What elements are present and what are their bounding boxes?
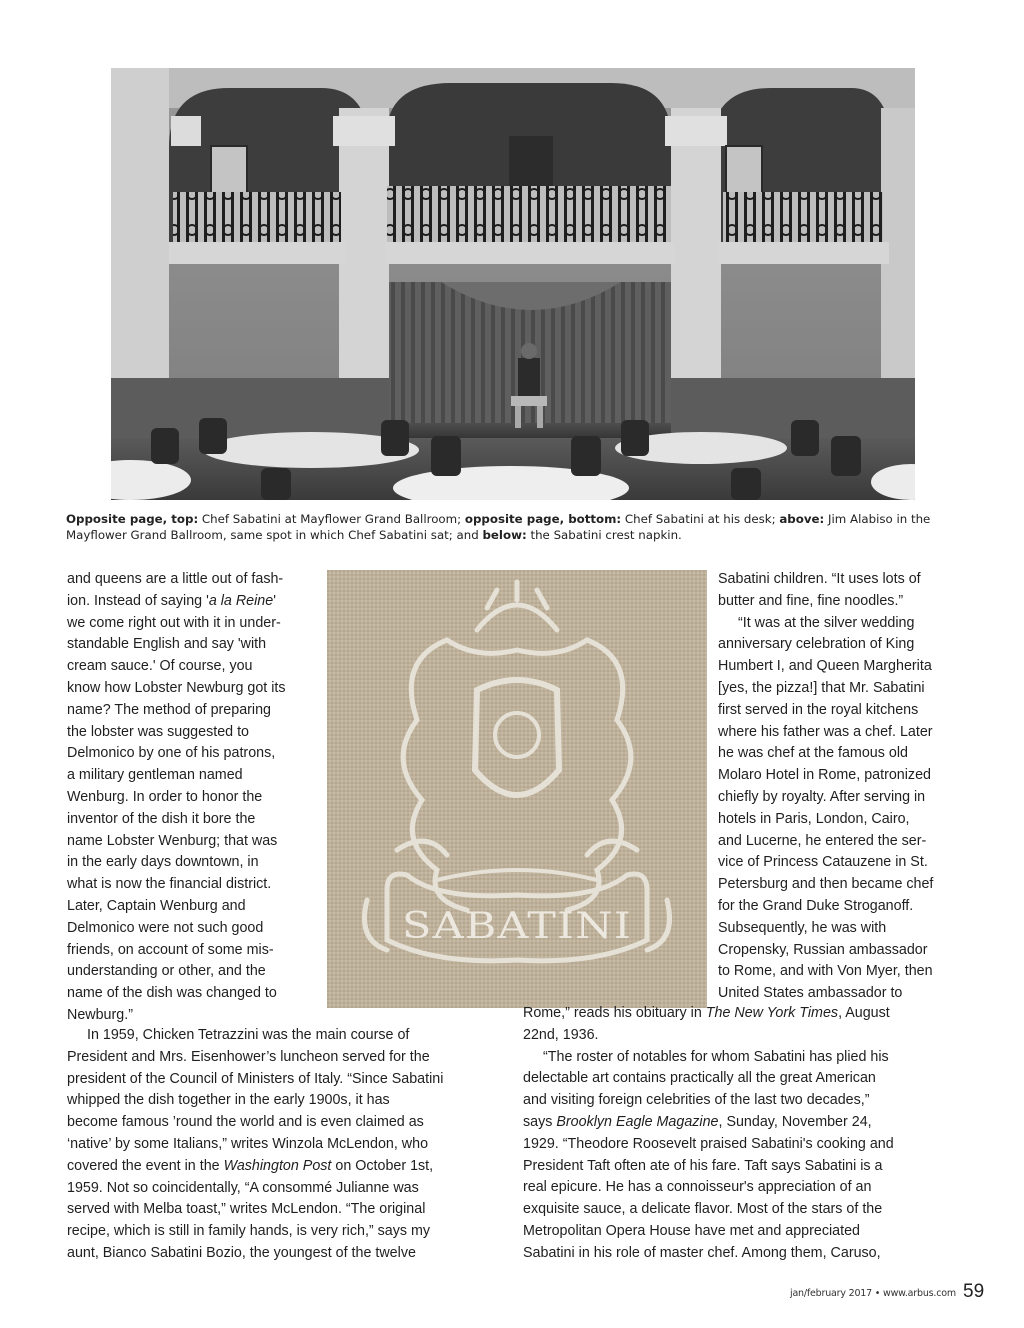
text-line: name Lobster Wenburg; that was	[67, 832, 278, 849]
text-line: in the early days downtown, in	[67, 854, 259, 871]
text-line: 1959. Not so coincidentally, “A consommé Julianne was	[67, 1179, 419, 1196]
text-line: whipped the dish together in the early 1900s, it has	[67, 1092, 390, 1109]
text-line: for the Grand Duke Stroganoff.	[718, 897, 914, 914]
text-line: name? The method of preparing	[67, 701, 271, 718]
crest-text: SABATINI	[402, 906, 632, 947]
text-line: anniversary celebration of King	[718, 636, 915, 653]
text-line: we come right out with it in under-	[67, 614, 281, 631]
text-line: and visiting foreign celebrities of the last two decades,”	[523, 1092, 870, 1109]
photo-caption	[66, 512, 946, 543]
text-line: Sabatini children. “It uses lots of	[718, 571, 921, 587]
page-footer	[790, 1281, 990, 1305]
text-line: inventor of the dish it bore the	[67, 810, 256, 827]
page-number: 59	[963, 1281, 985, 1302]
text-line: Rome,” reads his obituary in The New York Times, August	[523, 1005, 890, 1021]
caption-label: Opposite page, top:	[66, 512, 199, 526]
text-line: the lobster was suggested to	[67, 723, 249, 740]
text-line: “The roster of notables for whom Sabatini has plied his	[543, 1048, 889, 1065]
text-line: recipe, which is still in family hands, is very rich,” says my	[67, 1223, 431, 1240]
caption-text: Jim Alabiso in the Mayflower Grand Ballroom, same spot in which Chef Sabatini sat; and	[66, 512, 931, 542]
text-line: to Rome, and with Von Myer, then	[718, 963, 933, 980]
text-line: Sabatini in his role of master chef. Among them, Caruso,	[523, 1244, 881, 1261]
text-line: Humbert I, and Queen Margherita	[718, 658, 932, 675]
text-line: Later, Captain Wenburg and	[67, 897, 246, 914]
text-line: president of the Council of Ministers of Italy. “Since Sabatini	[67, 1070, 444, 1087]
right-column-text	[718, 569, 963, 1005]
text-line: vice of Princess Catauzene in St.	[718, 854, 928, 871]
text-line: says Brooklyn Eagle Magazine, Sunday, November 24,	[523, 1113, 872, 1130]
text-line: know how Lobster Newburg got its	[67, 679, 286, 696]
caption-text: the Sabatini crest napkin.	[526, 527, 682, 542]
text-line: “It was at the silver wedding	[738, 614, 915, 631]
text-line: Cropensky, Russian ambassador	[718, 941, 928, 958]
text-line: first served in the royal kitchens	[718, 701, 919, 718]
text-line: name of the dish was changed to	[67, 985, 277, 1002]
text-line: understanding or other, and the	[67, 963, 266, 980]
text-line: Delmonico were not such good	[67, 919, 264, 936]
text-line: exquisite sauce, a delicate flavor. Most of the stars of the	[523, 1201, 883, 1218]
text-line: Newburg.”	[67, 1006, 133, 1023]
text-line: real epicure. He has a connoisseur's appreciation of an	[523, 1179, 872, 1196]
caption-text: Chef Sabatini at his desk;	[621, 512, 780, 526]
text-line: United States ambassador to	[718, 985, 903, 1002]
text-line: where his father was a chef. Later	[718, 723, 933, 740]
text-line: 1929. “Theodore Roosevelt praised Sabatini's cooking and	[523, 1135, 894, 1152]
text-line: 22nd, 1936.	[523, 1026, 599, 1043]
text-line: ion. Instead of saying 'a la Reine'	[67, 592, 276, 609]
text-line: Subsequently, he was with	[718, 919, 887, 936]
caption-label: opposite page, bottom:	[464, 512, 622, 526]
text-line: and Lucerne, he entered the ser-	[718, 832, 927, 849]
text-line: become famous ’round the world and is even claimed as	[67, 1114, 424, 1131]
text-line: a military gentleman named	[67, 767, 243, 784]
crest-napkin-photo	[327, 570, 707, 1008]
text-line: Metropolitan Opera House have met and appreciated	[523, 1222, 860, 1239]
text-line: In 1959, Chicken Tetrazzini was the main course of	[87, 1027, 410, 1043]
text-line: cream sauce.' Of course, you	[67, 658, 253, 675]
left-column-text	[67, 569, 317, 1027]
ballroom-photo	[111, 68, 915, 500]
text-line: chiefly by royalty. After serving in	[718, 788, 926, 805]
text-line: delectable art contains practically all the great American	[523, 1070, 876, 1087]
text-line: standable English and say 'with	[67, 636, 267, 653]
text-line: President and Mrs. Eisenhower’s luncheon served for the	[67, 1048, 430, 1065]
text-line: served with Melba toast,” writes McLendon. “The original	[67, 1201, 426, 1218]
text-line: he was chef at the famous old	[718, 745, 908, 762]
text-line: aunt, Bianco Sabatini Bozio, the youngest of the twelve	[67, 1244, 416, 1261]
right-wide-text	[523, 1003, 963, 1265]
text-line: President Taft often ate of his fare. Taft says Sabatini is a	[523, 1157, 883, 1174]
caption-label: below:	[482, 527, 527, 542]
left-wide-text	[67, 1025, 507, 1265]
text-line: ‘native’ by some Italians,” writes Winzola McLendon, who	[67, 1135, 429, 1152]
text-line: Delmonico by one of his patrons,	[67, 745, 276, 762]
text-line: butter and fine, fine noodles.”	[718, 592, 904, 609]
text-line: hotels in Paris, London, Cairo,	[718, 810, 910, 827]
caption-label: above:	[779, 512, 825, 526]
text-line: Wenburg. In order to honor the	[67, 788, 263, 805]
footer-text: jan/february 2017 • www.arbus.com	[790, 1288, 956, 1299]
text-line: covered the event in the Washington Post on October 1st,	[67, 1157, 434, 1174]
text-line: [yes, the pizza!] that Mr. Sabatini	[718, 679, 925, 696]
text-line: what is now the financial district.	[67, 876, 272, 893]
text-line: Petersburg and then became chef	[718, 876, 934, 893]
caption-text: Chef Sabatini at Mayflower Grand Ballroom;	[198, 512, 465, 526]
text-line: and queens are a little out of fash-	[67, 571, 284, 587]
text-line: Molaro Hotel in Rome, patronized	[718, 767, 931, 784]
text-line: friends, on account of some mis-	[67, 941, 274, 958]
